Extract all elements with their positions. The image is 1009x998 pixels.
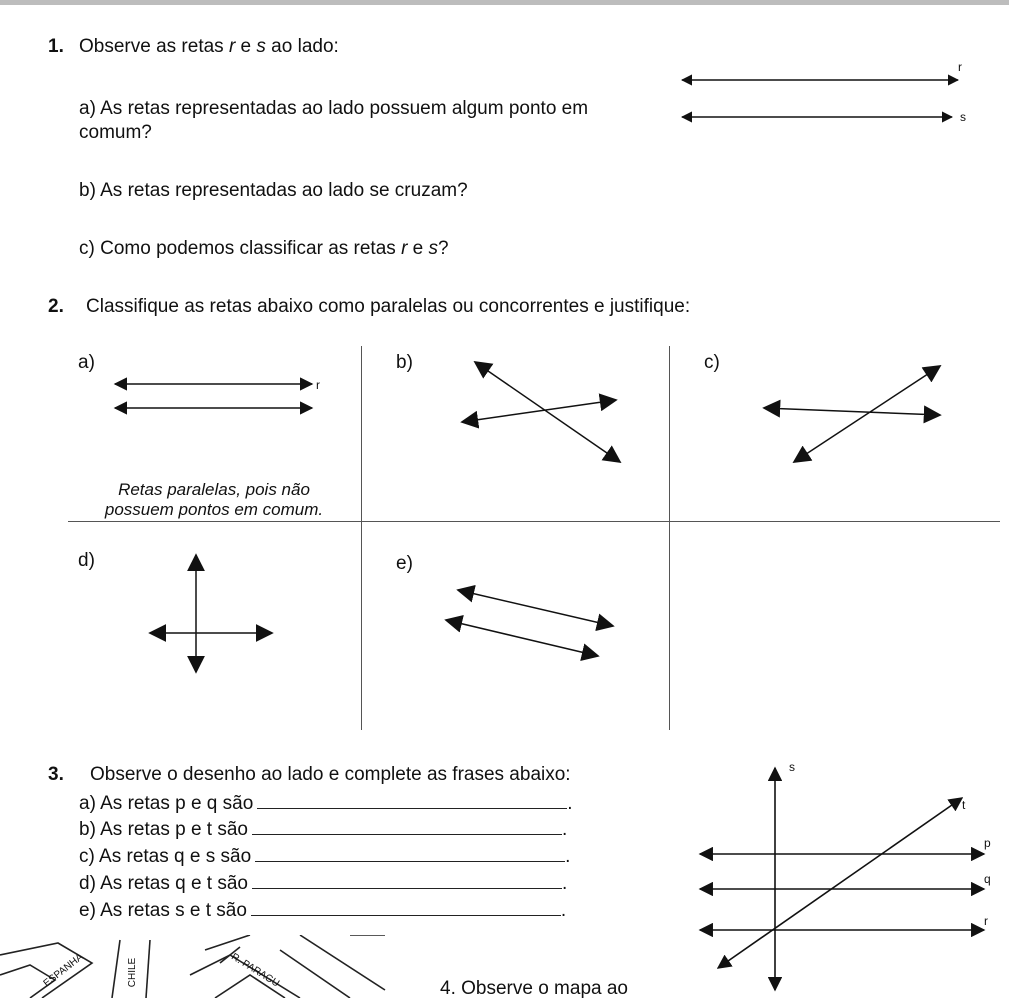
q1-label-s: s: [960, 110, 966, 124]
q2-cell-b-label: b): [396, 352, 413, 373]
q1-item-c: c) Como podemos classificar as retas r e s?: [79, 238, 449, 259]
q3-item-c: c) As retas q e s são .: [79, 846, 571, 867]
q2-a-label-r: r: [316, 378, 320, 392]
q3-label-q: q: [984, 872, 991, 886]
q3-item-a: a) As retas p e q são .: [79, 793, 573, 814]
q3-number: 3.: [48, 764, 64, 785]
q3-prompt: Observe o desenho ao lado e complete as frases abaixo:: [90, 764, 571, 785]
q4-fragment: 4. Observe o mapa ao: [440, 978, 628, 998]
q3-label-p: p: [984, 836, 991, 850]
q3-label-r: r: [984, 914, 988, 928]
q3-label-t: t: [962, 798, 966, 812]
street-label-espanha: ESPANHA: [41, 951, 86, 990]
q1-label-r: r: [958, 60, 962, 74]
street-label-chile: CHILE: [127, 957, 139, 988]
street-map-fragment: [0, 935, 400, 998]
q2-cell-e-label: e): [396, 553, 413, 574]
q3-item-b: b) As retas p e t são .: [79, 819, 568, 840]
q3-item-d: d) As retas q e t são .: [79, 873, 568, 894]
q2-a-answer-line1: Retas paralelas, pois não: [118, 480, 310, 499]
q1-prompt: Observe as retas r e s ao lado:: [79, 36, 339, 57]
q1-item-a-line2: comum?: [79, 122, 152, 143]
q2-cell-d-label: d): [78, 550, 95, 571]
q1-item-a-line1: a) As retas representadas ao lado possuem algum ponto em: [79, 98, 589, 119]
q3-label-s: s: [789, 760, 795, 774]
q2-number: 2.: [48, 296, 64, 317]
q3-line-t: [718, 798, 962, 968]
q3-item-e: e) As retas s e t são .: [79, 900, 567, 921]
q2-cell-c-label: c): [704, 352, 720, 373]
q2-a-answer-line2: possuem pontos em comum.: [104, 500, 324, 519]
q1-item-b: b) As retas representadas ao lado se cruzam?: [79, 180, 468, 201]
street-label-paragu: R. PARAGU: [229, 951, 282, 990]
q2-cell-a-label: a): [78, 352, 95, 373]
q1-number: 1.: [48, 36, 64, 57]
q2-prompt: Classifique as retas abaixo como paralelas ou concorrentes e justifique:: [86, 296, 691, 317]
